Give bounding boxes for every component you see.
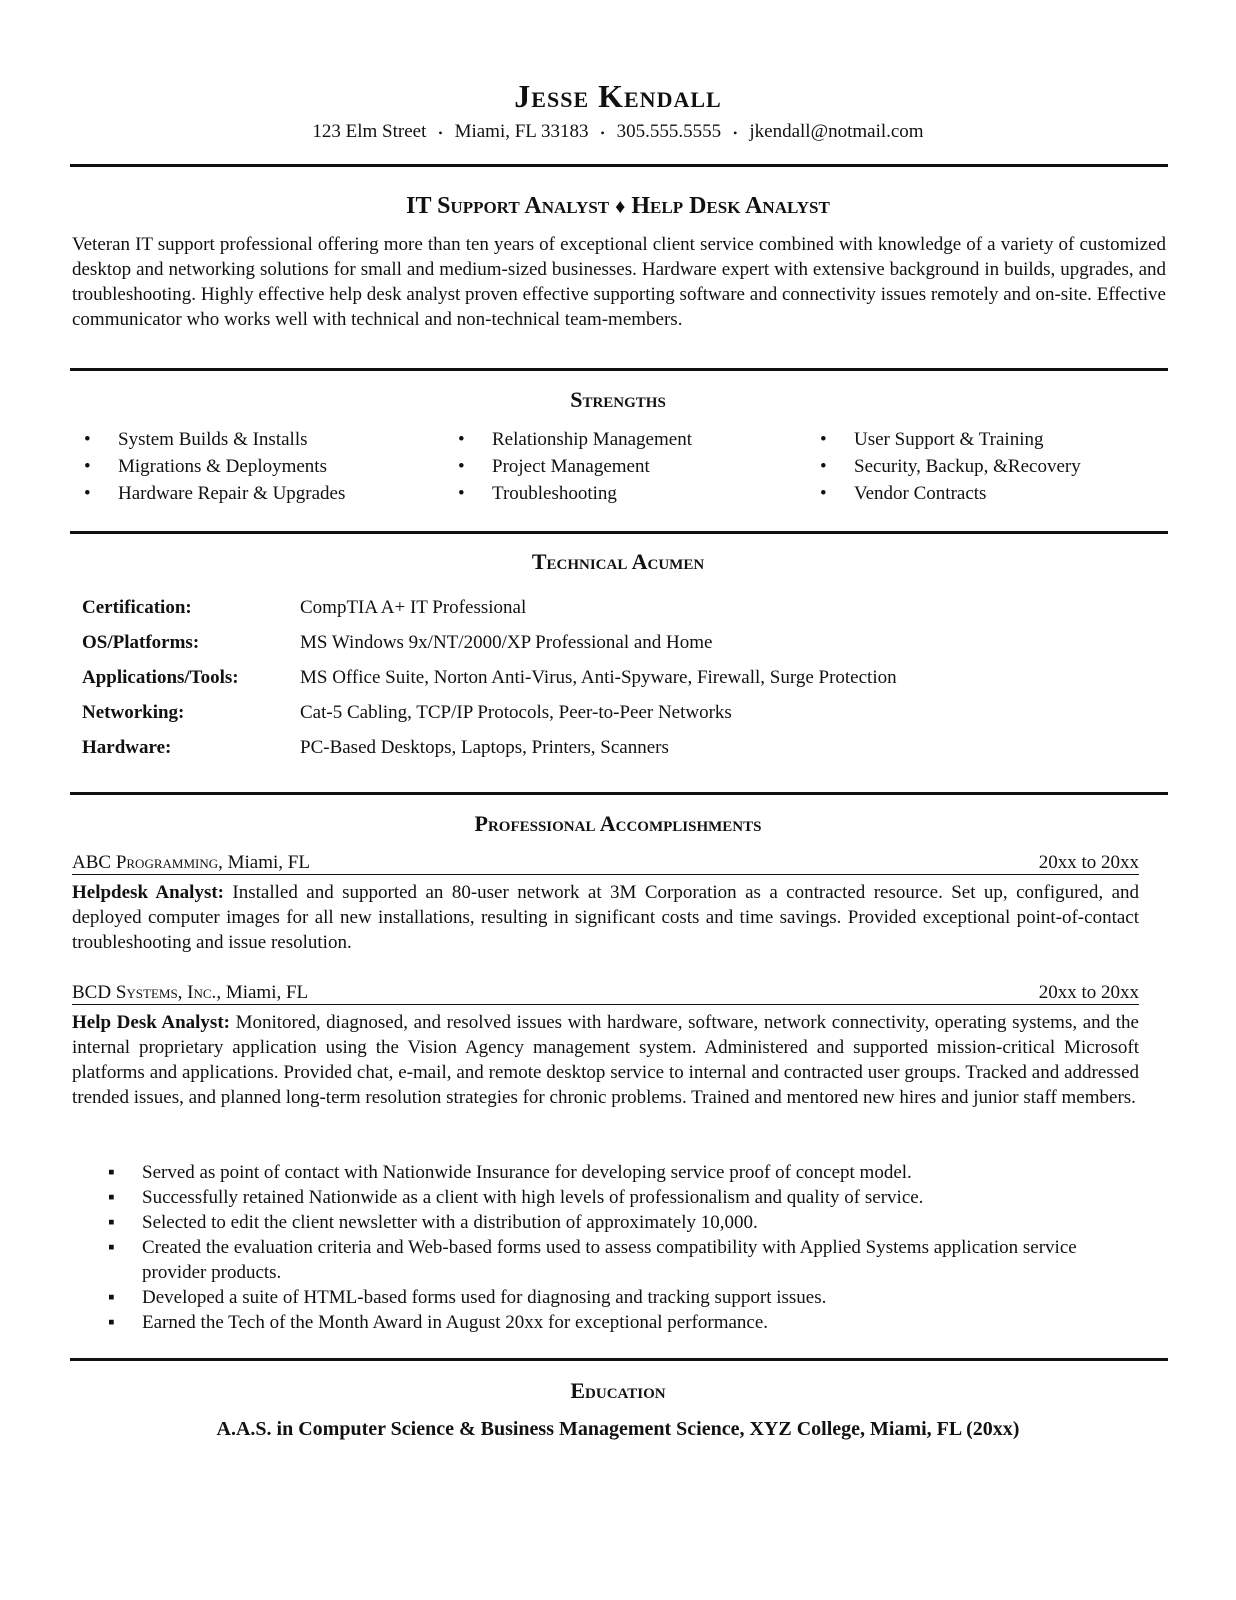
summary-paragraph: Veteran IT support professional offering more than ten years of exceptional client service combined with knowledge of a variety of customized desktop and networking solutions for small and medium-sized businesses. Hardware expert with extensive background in builds, upgrades, and troubleshooting. Highly effective help desk analyst proven effective supporting software and connectivity issues remotely and on-site. Effective communicator who works well with technical and non-technical team-members. <box>72 234 1166 330</box>
section-divider <box>70 531 1168 534</box>
technical-label: Certification: <box>82 597 192 618</box>
achievement-item: ▪ Selected to edit the client newsletter with a distribution of approximately 10,000. <box>72 1210 1139 1235</box>
contact-line <box>0 120 1236 145</box>
job-header <box>72 982 1139 1005</box>
accomplishments-heading: Professional Accomplishments <box>474 811 762 836</box>
diamond-icon: ♦ <box>615 196 626 218</box>
strengths-column <box>446 426 692 507</box>
education-degree: A.A.S. in Computer Science & Business Management Science, XYZ College, Miami, FL (20xx) <box>216 1418 1020 1440</box>
technical-value: PC-Based Desktops, Laptops, Printers, Scanners <box>300 737 669 758</box>
job-description <box>72 1010 1139 1110</box>
job-location: , Miami, FL <box>216 982 309 1003</box>
contact-address: 123 Elm Street <box>312 121 427 142</box>
job-location: , Miami, FL <box>218 852 310 873</box>
job-company-line <box>72 982 308 1004</box>
strengths-column <box>72 426 345 507</box>
technical-value: Cat-5 Cabling, TCP/IP Protocols, Peer-to-Peer Networks <box>300 702 732 723</box>
strength-item: • Migrations & Deployments <box>72 453 345 480</box>
section-divider <box>70 1358 1168 1361</box>
achievement-item: ▪ Developed a suite of HTML-based forms used for diagnosing and tracking support issues. <box>72 1285 1139 1310</box>
job-dates: 20xx to 20xx <box>1038 982 1139 1003</box>
achievement-list <box>72 1160 1139 1335</box>
strength-item: • Relationship Management <box>446 426 692 453</box>
job-dates: 20xx to 20xx <box>1038 852 1139 873</box>
achievement-item: ▪ Created the evaluation criteria and Web-based forms used to assess compatibility with Applied Systems application service provider products. <box>72 1235 1139 1285</box>
contact-city: Miami, FL 33183 <box>454 121 589 142</box>
education-heading: Education <box>570 1378 666 1403</box>
strength-item: • Troubleshooting <box>446 480 692 507</box>
contact-email: jkendall@notmail.com <box>749 121 924 142</box>
strengths-heading: Strengths <box>570 387 666 412</box>
strength-item: • Project Management <box>446 453 692 480</box>
professional-headline <box>0 192 1236 221</box>
job-role: Helpdesk Analyst: <box>72 882 225 903</box>
separator-bullet: • <box>733 125 738 140</box>
achievement-item: ▪ Served as point of contact with Nationwide Insurance for developing service proof of concept model. <box>72 1160 1139 1185</box>
technical-heading: Technical Acumen <box>531 549 705 574</box>
technical-label: Networking: <box>82 702 185 723</box>
job-company: BCD Systems, Inc. <box>72 982 217 1003</box>
strength-item: • Vendor Contracts <box>808 480 1081 507</box>
job-summary: Installed and supported an 80-user network at 3M Corporation as a contracted resource. Set up, configured, and deployed computer images for all new installations, resulting in significant costs and time savings. Provided exceptional point-of-contact troubleshooting and issue resolution. <box>72 882 1140 953</box>
headline-right: Help Desk Analyst <box>631 193 830 219</box>
technical-label: OS/Platforms: <box>82 632 200 653</box>
headline-left: IT Support Analyst <box>406 193 610 219</box>
technical-value: MS Office Suite, Norton Anti-Virus, Anti-Spyware, Firewall, Surge Protection <box>300 667 897 688</box>
achievement-item: ▪ Earned the Tech of the Month Award in August 20xx for exceptional performance. <box>72 1310 1139 1335</box>
candidate-name: Jesse Kendall <box>514 78 722 114</box>
technical-label: Hardware: <box>82 737 172 758</box>
separator-bullet: • <box>600 125 605 140</box>
separator-bullet: • <box>438 125 443 140</box>
section-divider <box>70 164 1168 167</box>
job-role: Help Desk Analyst: <box>72 1012 230 1033</box>
job-company-line <box>72 852 310 874</box>
strength-item: • Security, Backup, &Recovery <box>808 453 1081 480</box>
section-divider <box>70 792 1168 795</box>
job-description <box>72 880 1139 955</box>
strength-item: • System Builds & Installs <box>72 426 345 453</box>
section-divider <box>70 368 1168 371</box>
strength-item: • Hardware Repair & Upgrades <box>72 480 345 507</box>
technical-value: MS Windows 9x/NT/2000/XP Professional and Home <box>300 632 713 653</box>
strengths-column <box>808 426 1081 507</box>
technical-value: CompTIA A+ IT Professional <box>300 597 527 618</box>
technical-label: Applications/Tools: <box>82 667 239 688</box>
achievement-item: ▪ Successfully retained Nationwide as a client with high levels of professionalism and quality of service. <box>72 1185 1139 1210</box>
job-summary: Monitored, diagnosed, and resolved issues with hardware, software, network connectivity, operating systems, and the internal proprietary application using the Vision Agency management system. Administered and supported mission-critical Microsoft platforms and applications. Provided chat, e-mail, and remote desktop service to internal and contracted user groups. Tracked and addressed trended issues, and planned long-term resolution strategies for chronic problems. Trained and mentored new hires and junior staff members. <box>72 1012 1139 1108</box>
strength-item: • User Support & Training <box>808 426 1081 453</box>
contact-phone: 305.555.5555 <box>616 121 722 142</box>
job-header <box>72 852 1139 875</box>
job-company: ABC Programming <box>72 852 219 873</box>
